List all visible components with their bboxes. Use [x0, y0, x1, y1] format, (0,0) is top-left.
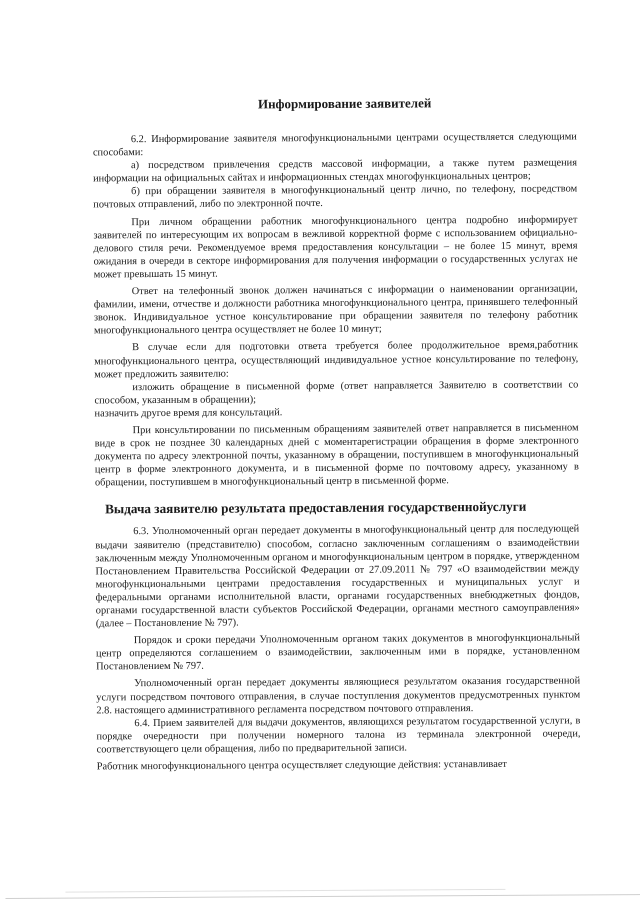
paragraph: При личном обращении работник многофункционального центра подробно информирует заявителей по интересующим их вопросам в вежливой корректной форме с использованием официально-делового стиля речи. Рекомендуемое время предоставления консультации – не более 15 минут, время ожидания в очереди в секторе информирования для получения информации о государственных услугах не может превышать 15 минут. — [93, 213, 578, 281]
paragraph: Работник многофункционального центра осуществляет следующие действия: устанавливает — [96, 758, 508, 773]
paragraph: изложить обращение в письменной форме (ответ направляется Заявителю в соответствии со способом, указанным в обращении); — [94, 379, 579, 407]
paragraph: При консультировании по письменным обращениям заявителей ответ направляется в письменном виде в срок не позднее 30 календарных дней с моментарегистрации обращения в форме электронного документа по адресу электронной почты, указанному в обращении, поступившем в многофункциональный центр в форме электронного документа, и в письменной форме по почтовому адресу, указанному в обращении, поступившем в многофункциональный центр в письменной форме. — [94, 422, 579, 489]
paragraph: 6.2. Информирование заявителя многофункциональными центрами осуществляется следующими способами: — [92, 131, 577, 159]
section-title-result-issuance: Выдача заявителю результата предоставления государственнойуслуги — [105, 499, 527, 517]
paragraph: б) при обращении заявителя в многофункциональный центр лично, по телефону, посредством почтовых отправлений, либо по электронной почте. — [93, 183, 578, 211]
paragraph: 6.4. Прием заявителей для выдачи документов, являющихся результатом государственной услуги, в порядке очередности при получении номерного талона из терминала электронной очереди, соответствующего цели обращения, либо по предварительной записи. — [96, 715, 581, 756]
paragraph: Ответ на телефонный звонок должен начинаться с информации о наименовании организации, фамилии, имени, отчестве и должности работника многофункционального центра, принявшего телефонный звонок. Индивидуальное устное консультирование при обращении заявителя по телефону работник многофункционального центра осуществляет не более 10 минут; — [93, 283, 578, 337]
scan-edge-line — [65, 889, 505, 893]
paragraph: а) посредством привлечения средств массовой информации, а также путем размещения информации на официальных сайтах и информационных стендах многофункциональных центров; — [93, 157, 578, 185]
section-title-informing: Информирование заявителей — [257, 95, 432, 112]
paragraph: Уполномоченный орган передает документы являющиеся результатом оказания государственной услуги посредством почтового отправления, в случае поступления документов предусмотренных пунктом 2.8. настоящего административного регламента посредством почтового отправления. — [96, 675, 581, 717]
paragraph: 6.3. Уполномоченный орган передает документы в многофункциональный центр для последующей выдачи заявителю (представителю) способом, согласно заключенным соглашениям о взаимодействии заключенным между Уполномоченным органом и многофункциональным центром в порядке, утвержденном Постановлением Правительства Российской Федерации от 27.09.2011 № 797 «О взаимодействии между многофункциональными центрами предоставления государственных и муниципальных услуг и федеральными органами исполнительной власти, органами государственных внебюджетных фондов, органами государственной власти субъектов Российской Федерации, органами местного самоуправления» (далее – Постановление № 797). — [95, 523, 580, 630]
scan-edge-line — [5, 894, 640, 899]
paragraph: назначить другое время для консультаций. — [94, 407, 283, 420]
paragraph: В случае если для подготовки ответа требуется более продолжительное время,работник многофункционального центра, осуществляющий индивидуальное устное консультирование по телефону, может предложить заявителю: — [94, 339, 579, 380]
paragraph: Порядок и сроки передачи Уполномоченным органом таких документов в многофункциональный центр определяются соглашением о взаимодействии, заключенным ими в порядке, установленном Постановлением № 797. — [95, 632, 581, 673]
